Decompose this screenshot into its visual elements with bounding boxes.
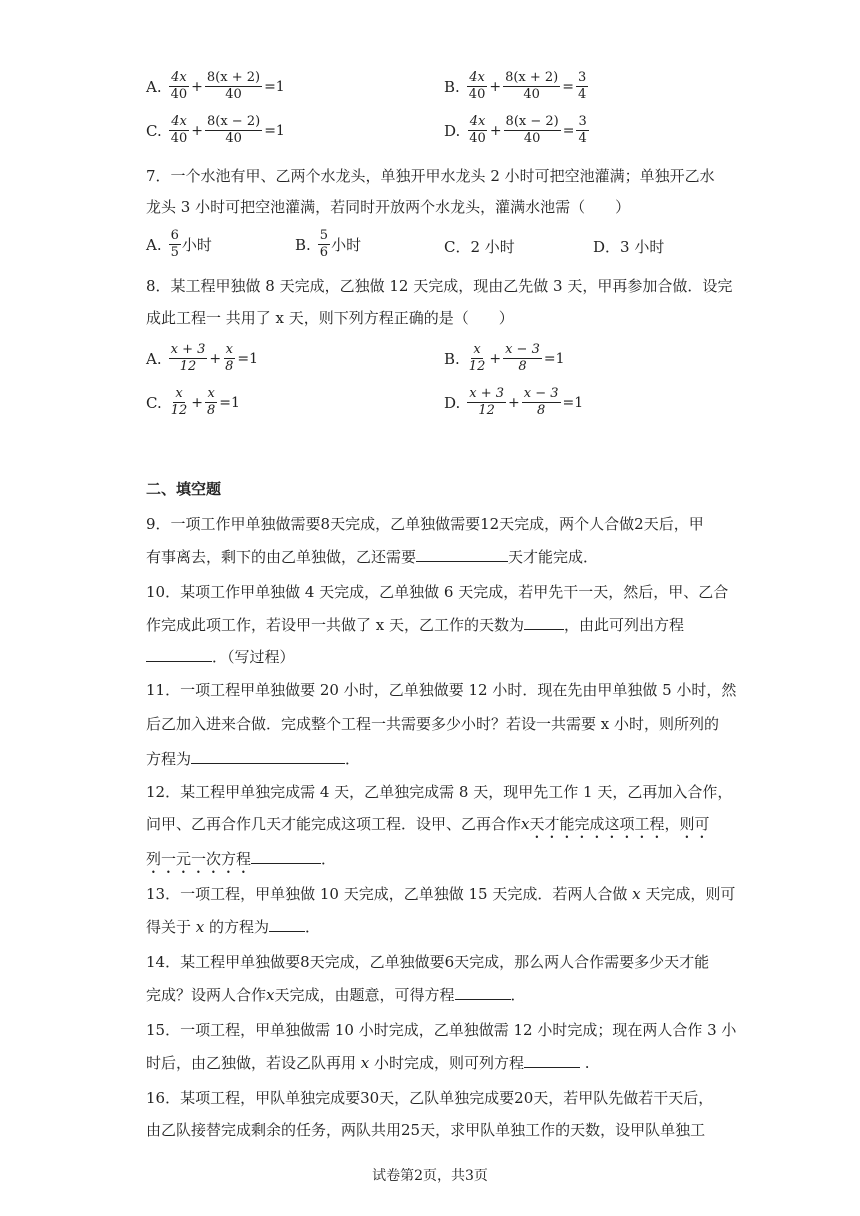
q10-equation-blank[interactable] (146, 646, 212, 662)
q7-option-d[interactable]: D．3 小时 (593, 238, 665, 256)
q8-option-a[interactable]: A. $\frac{x + 3}{12}$ + $\frac{x}{8}$ =1 (146, 342, 259, 374)
q13-text-line1: 13．一项工程，甲单独做 10 天完成，乙单独做 15 天完成．若两人合做 x 天完成，则可 (146, 885, 736, 903)
q12-text-line3: 列一元一次方程 ． (146, 850, 337, 868)
q13-text-line2: 得关于 x 的方程为 ． (146, 918, 321, 936)
fraction: $\frac{3}{4}$ (578, 70, 587, 102)
q12-text-line1: 12．某工程甲单独完成需 4 天，乙单独完成需 8 天，现甲先工作 1 天，乙再加入合作， (146, 783, 733, 801)
q15-text-line2: 时后，由乙独做，若设乙队再用 x 小时完成，则可列方程 . (146, 1054, 590, 1072)
q11-equation-blank[interactable] (191, 748, 345, 764)
q13-equation-blank[interactable] (269, 916, 305, 932)
fraction: $\frac{4x}{40}$ (468, 70, 486, 102)
fraction: $\frac{x}{8}$ (207, 386, 216, 418)
q8-option-b[interactable]: B. $\frac{x}{12}$ + $\frac{x - 3}{8}$ =1 (444, 342, 565, 374)
q8-text-line1: 8．某工程甲独做 8 天完成，乙独做 12 天完成，现由乙先做 3 天，甲再参加合做．设完 (146, 277, 733, 295)
q11-text-line1: 11．一项工程甲单独做要 20 小时，乙单独做要 12 小时．现在先由甲单独做 5 小时，然 (146, 681, 737, 699)
fraction: $\frac{8(x + 2)}{40}$ (505, 70, 559, 102)
q16-text-line2: 由乙队接替完成剩余的任务，两队共用25天，求甲队单独工作的天数，设甲队单独工 (146, 1121, 706, 1139)
fraction: $\frac{x - 3}{8}$ (523, 386, 559, 418)
q15-equation-blank[interactable] (524, 1052, 580, 1068)
q6-option-c[interactable]: C. $\frac{4x}{40}$ + $\frac{8(x - 2)}{40}$ =1 (146, 114, 285, 146)
q12-equation-blank[interactable] (251, 848, 321, 864)
fraction: $\frac{5}{6}$ (319, 228, 329, 260)
q7-text-line1: 7．一个水池有甲、乙两个水龙头，单独开甲水龙头 2 小时可把空池灌满；单独开乙水 (146, 167, 715, 185)
fraction: $\frac{3}{4}$ (578, 114, 587, 146)
fraction: $\frac{x}{12}$ (468, 342, 486, 374)
q7-option-c[interactable]: C．2 小时 (444, 238, 515, 256)
q15-text-line1: 15．一项工程，甲单独做需 10 小时完成，乙单独做需 12 小时完成；现在两人合作 3 小 (146, 1021, 737, 1039)
fraction: $\frac{6}{5}$ (170, 228, 179, 260)
q6-option-d[interactable]: D. $\frac{4x}{40}$ + $\frac{8(x - 2)}{40}$ = $\frac{3}{4}$ (444, 114, 587, 146)
q7-text-line2: 龙头 3 小时可把空池灌满，若同时开放两个水龙头，灌满水池需（ ） (146, 198, 631, 216)
q10-days-blank[interactable] (524, 614, 564, 630)
q12-text-line2: 问甲、乙再合作几天才能完成这项工程．设甲、乙再合作x天才能完成这项工程，则可 (146, 815, 710, 833)
q14-equation-blank[interactable] (455, 984, 511, 1000)
q10-text-line1: 10．某项工作甲单独做 4 天完成，乙单独做 6 天完成，若甲先干一天，然后，甲、乙合 (146, 583, 729, 601)
fraction: $\frac{x - 3}{8}$ (505, 342, 540, 374)
q10-text-line2: 作完成此项工作，若设甲一共做了 x 天，乙工作的天数为 ，由此可列出方程 (146, 616, 685, 634)
q11-text-line2: 后乙加入进来合做．完成整个工程一共需要多少小时？若设一共需要 x 小时，则所列的 (146, 715, 719, 733)
q6-option-a[interactable]: A. $\frac{4x}{40}$ + $\frac{8(x + 2)}{40}$ =1 (146, 70, 285, 102)
q8-option-c[interactable]: C. $\frac{x}{12}$ + $\frac{x}{8}$ =1 (146, 386, 240, 418)
page-footer: 试卷第2页，共3页 (372, 1168, 488, 1184)
q9-answer-blank[interactable] (416, 546, 508, 562)
section-title-fill-blank: 二、填空题 (146, 480, 222, 498)
fraction: $\frac{4x}{40}$ (170, 70, 188, 102)
q7-option-a[interactable]: A. $\frac{6}{5}$ 小时 (146, 228, 212, 260)
fraction: $\frac{8(x - 2)}{40}$ (207, 114, 261, 146)
q14-text-line2: 完成？设两人合作x天完成，由题意，可得方程 ． (146, 986, 526, 1004)
fraction: $\frac{8(x - 2)}{40}$ (505, 114, 559, 146)
q9-text-line1: 9．一项工作甲单独做需要8天完成，乙单独做需要12天完成，两个人合做2天后，甲 (146, 515, 704, 533)
fraction: $\frac{8(x + 2)}{40}$ (206, 70, 261, 102)
fraction: $\frac{x}{12}$ (170, 386, 188, 418)
q8-option-d[interactable]: D. $\frac{x + 3}{12}$ + $\frac{x - 3}{8}$ =1 (444, 386, 584, 418)
fraction: $\frac{4x}{40}$ (170, 114, 188, 146)
fraction: $\frac{x}{8}$ (225, 342, 234, 374)
fraction: $\frac{x + 3}{12}$ (469, 386, 505, 418)
q14-text-line1: 14．某工程甲单独做要8天完成，乙单独做要6天完成，那么两人合作需要多少天才能 (146, 953, 710, 971)
q9-text-line2: 有事离去，剩下的由乙单独做，乙还需要 天才能完成． (146, 548, 599, 566)
q16-text-line1: 16．某项工程，甲队单独完成要30天，乙队单独完成要20天，若甲队先做若干天后， (146, 1089, 714, 1107)
q6-option-b[interactable]: B. $\frac{4x}{40}$ + $\frac{8(x + 2)}{40}$ = $\frac{3}{4}$ (444, 70, 587, 102)
q11-text-line3: 方程为 ． (146, 750, 361, 768)
q7-option-b[interactable]: B. $\frac{5}{6}$ 小时 (295, 228, 362, 260)
q8-text-line2: 成此工程一 共用了 x 天，则下列方程正确的是（ ） (146, 309, 514, 327)
q10-text-line3: ．（写过程） (146, 646, 295, 667)
fraction: $\frac{x + 3}{12}$ (170, 342, 206, 374)
fraction: $\frac{4x}{40}$ (469, 114, 486, 146)
